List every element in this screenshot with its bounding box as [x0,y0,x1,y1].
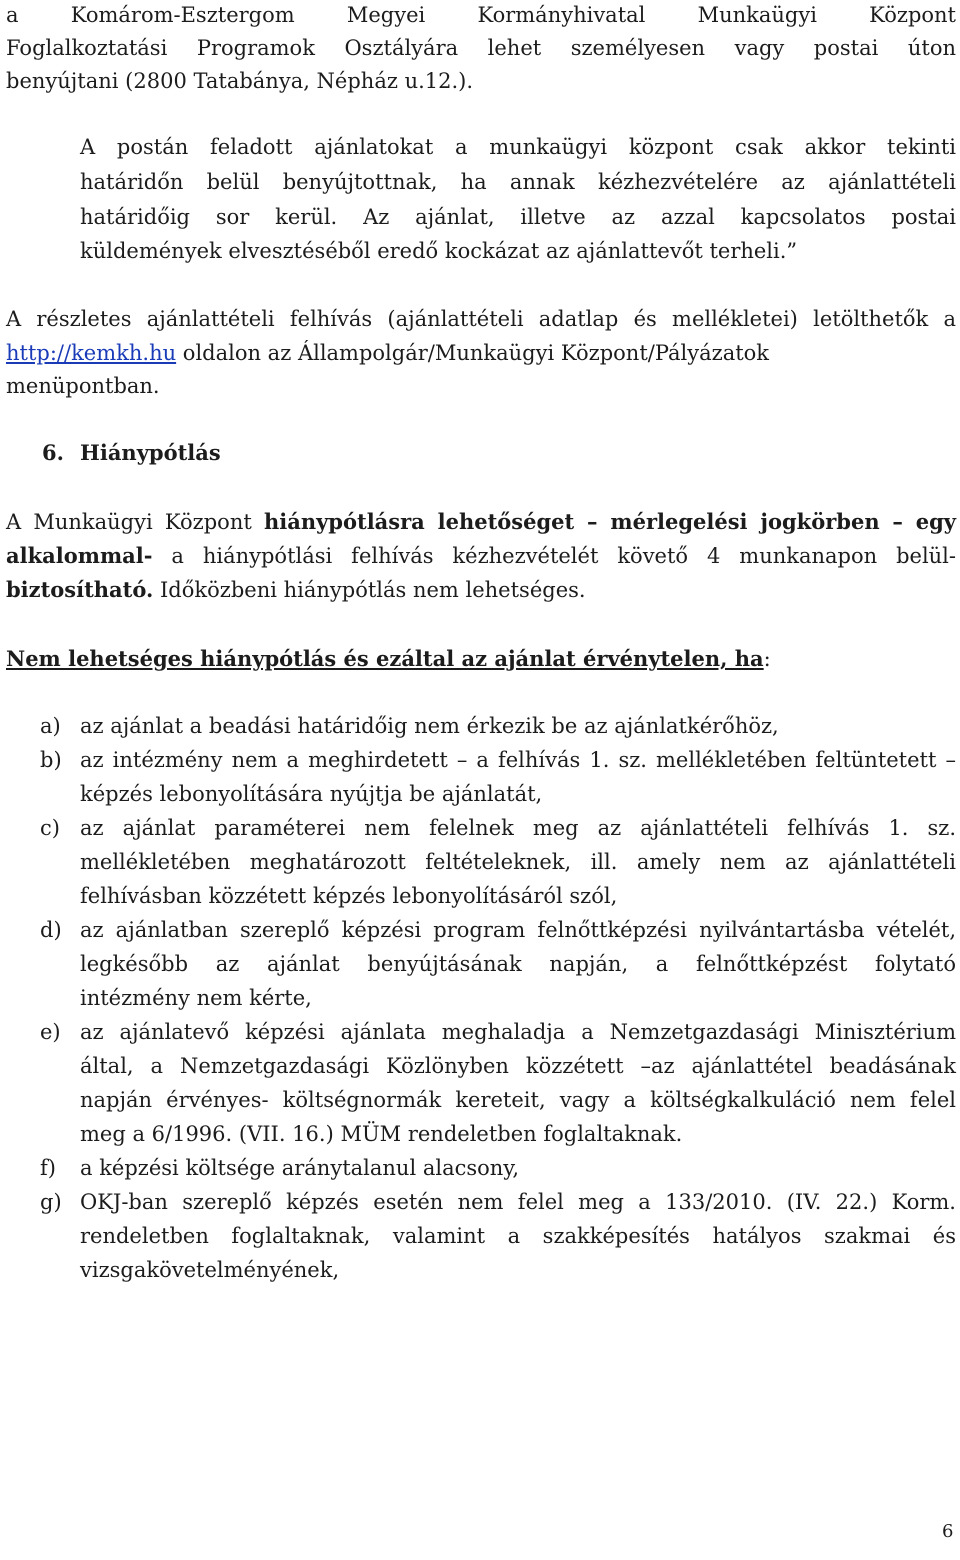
details-line-3: menüpontban. [6,374,160,398]
intro-line-1: a Komárom-Esztergom Megyei Kormányhivatal Munkaügyi Központ [6,3,956,27]
details-line-2-rest: oldalon az Állampolgár/Munkaügyi Központ/Pályázatok [176,341,770,365]
list-item-e-line-4: meg a 6/1996. (VII. 16.) MÜM rendeletben foglaltaknak. [80,1122,683,1146]
details-line-2 [6,338,956,368]
list-item-c-line-2: mellékletében meghatározott feltételeknek, ill. amely nem az ajánlattételi [80,850,956,874]
list-item-e-line-1: az ajánlatevő képzési ajánlata meghaladja a Nemzetgazdasági Minisztérium [80,1020,956,1044]
hp-line-1-plain: A Munkaügyi Központ [6,510,264,534]
list-item-g-line-2: rendeletben foglaltaknak, valamint a szakképesítés hatályos szakmai és [80,1224,956,1248]
list-label-f: f) [40,1156,56,1180]
quote-line-1: A postán feladott ajánlatokat a munkaügyi központ csak akkor tekinti [80,135,956,159]
hp-line-1 [6,507,956,537]
invalid-heading-colon: : [763,647,771,671]
hp-line-3 [6,575,956,605]
list-item-e-line-2: által, a Nemzetgazdasági Közlönyben közzétett –az ajánlattétel beadásának [80,1054,956,1078]
list-item-g-line-1: OKJ-ban szereplő képzés esetén nem felel meg a 133/2010. (IV. 22.) Korm. [80,1190,956,1214]
intro-line-2: Foglalkoztatási Programok Osztályára lehet személyesen vagy postai úton [6,36,956,60]
list-label-c: c) [40,816,60,840]
list-item-c-line-1: az ajánlat paraméterei nem felelnek meg az ajánlattételi felhívás 1. sz. [80,816,956,840]
hp-line-2-bold: alkalommal- [6,543,153,568]
list-item-d-line-2: legkésőbb az ajánlat benyújtásának napján, a felnőttképzést folytató [80,952,956,976]
page-number: 6 [942,1521,954,1542]
list-label-b: b) [40,748,62,772]
list-item-c-line-3: felhívásban közzétett képzés lebonyolításáról szól, [80,884,618,908]
list-item-g-line-3: vizsgakövetelményének, [80,1258,340,1282]
hp-line-2 [6,541,956,571]
list-item-d-line-1: az ajánlatban szereplő képzési program felnőttképzési nyilvántartásba vételét, [80,918,956,942]
list-item-b-line-1: az intézmény nem a meghirdetett – a felhívás 1. sz. mellékletében feltüntetett – [80,748,956,772]
list-label-e: e) [40,1020,61,1044]
list-label-g: g) [40,1190,62,1214]
quote-line-2: határidőn belül benyújtottnak, ha annak kézhezvételére az ajánlattételi [80,170,956,194]
section-number: 6. [42,440,64,465]
hp-line-3-plain: Időközbeni hiánypótlás nem lehetséges. [153,578,586,602]
invalid-heading [6,644,956,674]
list-item-a-line-1: az ajánlat a beadási határidőig nem érkezik be az ajánlatkérőhöz, [80,714,779,738]
quote-line-3: határidőig sor kerül. Az ajánlat, illetve az azzal kapcsolatos postai [80,205,956,229]
kemkh-link[interactable]: http://kemkh.hu [6,341,177,365]
list-item-d-line-3: intézmény nem kérte, [80,986,312,1010]
hp-line-1-bold: hiánypótlásra lehetőséget – mérlegelési jogkörben – egy [263,509,956,534]
intro-line-3: benyújtani (2800 Tatabánya, Népház u.12.). [6,69,474,93]
invalid-heading-text: Nem lehetséges hiánypótlás és ezáltal az ajánlat érvénytelen, ha [6,646,764,671]
hp-line-3-bold: biztosítható. [6,577,154,602]
list-item-f-line-1: a képzési költsége aránytalanul alacsony, [80,1156,520,1180]
section-title: Hiánypótlás [80,440,221,465]
details-line-1: A részletes ajánlattételi felhívás (ajánlattételi adatlap és mellékletei) letölthetők a [6,307,956,331]
hp-line-2-plain: a hiánypótlási felhívás kézhezvételét követő 4 munkanapon belül- [152,544,956,568]
list-item-e-line-3: napján érvényes- költségnormák kereteit, vagy a költségkalkuláció nem felel [80,1088,956,1112]
quote-line-4: küldemények elvesztéséből eredő kockázat az ajánlattevőt terheli.” [80,239,798,263]
list-label-d: d) [40,918,62,942]
list-label-a: a) [40,714,61,738]
list-item-b-line-2: képzés lebonyolítására nyújtja be ajánlatát, [80,782,543,806]
